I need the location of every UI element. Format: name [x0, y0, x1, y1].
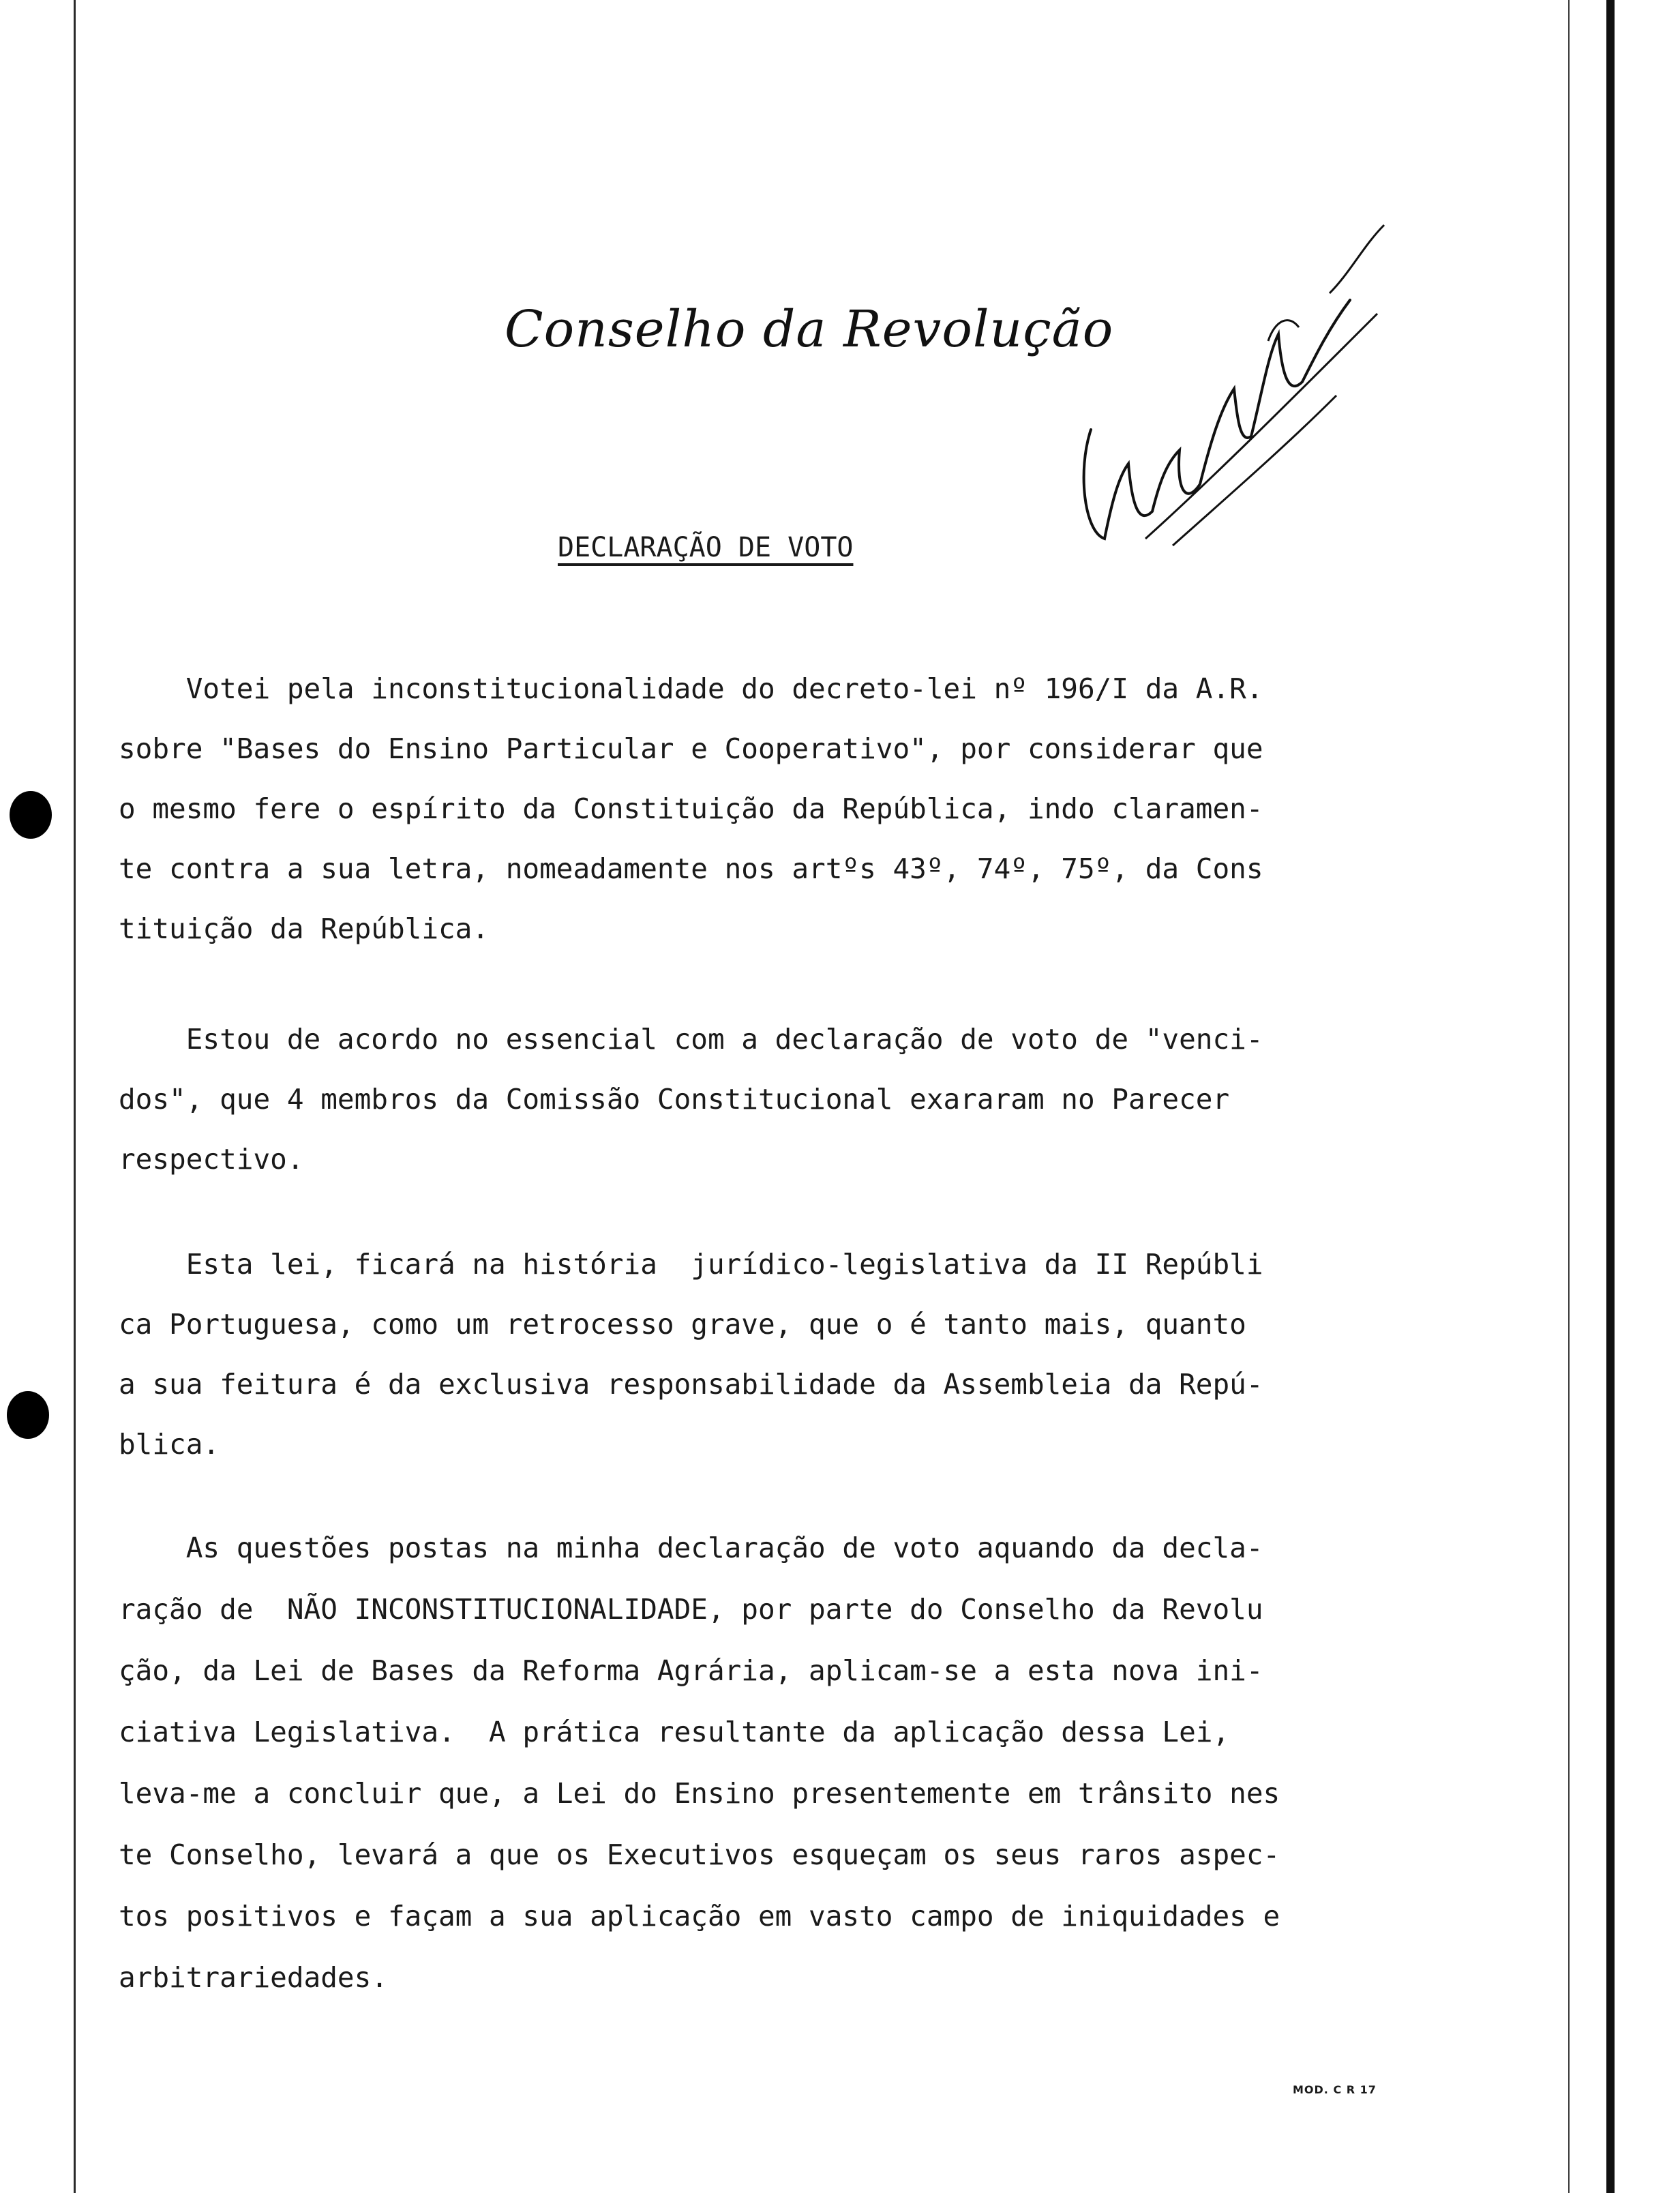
- letterhead: Conselho da Revolução: [505, 300, 1114, 359]
- paragraph-1-line-3: o mesmo fere o espírito da Constituição da República, indo claramen-: [119, 792, 1263, 825]
- paragraph-4-line-4: ciativa Legislativa. A prática resultante da aplicação dessa Lei,: [119, 1716, 1230, 1748]
- paragraph-3-line-1: Esta lei, ficará na história jurídico-legislativa da II Repúbli: [119, 1248, 1263, 1281]
- paragraph-4-line-2: ração de NÃO INCONSTITUCIONALIDADE, por parte do Conselho da Revolu: [119, 1593, 1263, 1626]
- punch-hole-bottom: [7, 1391, 49, 1439]
- paragraph-4-line-6: te Conselho, levará a que os Executivos esqueçam os seus raros aspec-: [119, 1838, 1280, 1871]
- paragraph-1-line-4: te contra a sua letra, nomeadamente nos artºs 43º, 74º, 75º, da Cons: [119, 852, 1263, 885]
- document-title: DECLARAÇÃO DE VOTO: [558, 532, 854, 563]
- paragraph-4-line-7: tos positivos e façam a sua aplicação em vasto campo de iniquidades e: [119, 1900, 1280, 1933]
- paragraph-3-line-3: a sua feitura é da exclusiva responsabilidade da Assembleia da Repú-: [119, 1368, 1263, 1401]
- page-left-border: [74, 0, 76, 2193]
- paragraph-1-line-1: Votei pela inconstitucionalidade do decreto-lei nº 196/I da A.R.: [119, 672, 1263, 705]
- paragraph-4-line-3: ção, da Lei de Bases da Reforma Agrária, aplicam-se a esta nova ini-: [119, 1654, 1263, 1687]
- paragraph-1-line-2: sobre "Bases do Ensino Particular e Cooperativo", por considerar que: [119, 732, 1263, 765]
- paragraph-2-line-3: respectivo.: [119, 1143, 304, 1176]
- paragraph-3-line-2: ca Portuguesa, como um retrocesso grave, que o é tanto mais, quanto: [119, 1308, 1246, 1341]
- paragraph-2-line-2: dos", que 4 membros da Comissão Constitucional exararam no Parecer: [119, 1083, 1230, 1116]
- form-code: MOD. C R 17: [1293, 2083, 1377, 2096]
- paragraph-4-line-5: leva-me a concluir que, a Lei do Ensino presentemente em trânsito nes: [119, 1777, 1280, 1810]
- paragraph-4-line-1: As questões postas na minha declaração de voto aquando da decla-: [119, 1532, 1263, 1564]
- page-right-border: [1606, 0, 1615, 2193]
- paragraph-3-line-4: blica.: [119, 1428, 220, 1461]
- handwritten-signature: [1064, 218, 1405, 600]
- punch-hole-top: [10, 791, 52, 839]
- paragraph-1-line-5: tituição da República.: [119, 912, 490, 945]
- paragraph-4-line-8: arbitrariedades.: [119, 1961, 388, 1994]
- page-right-fold: [1568, 0, 1570, 2193]
- paragraph-2-line-1: Estou de acordo no essencial com a declaração de voto de "venci-: [119, 1023, 1263, 1056]
